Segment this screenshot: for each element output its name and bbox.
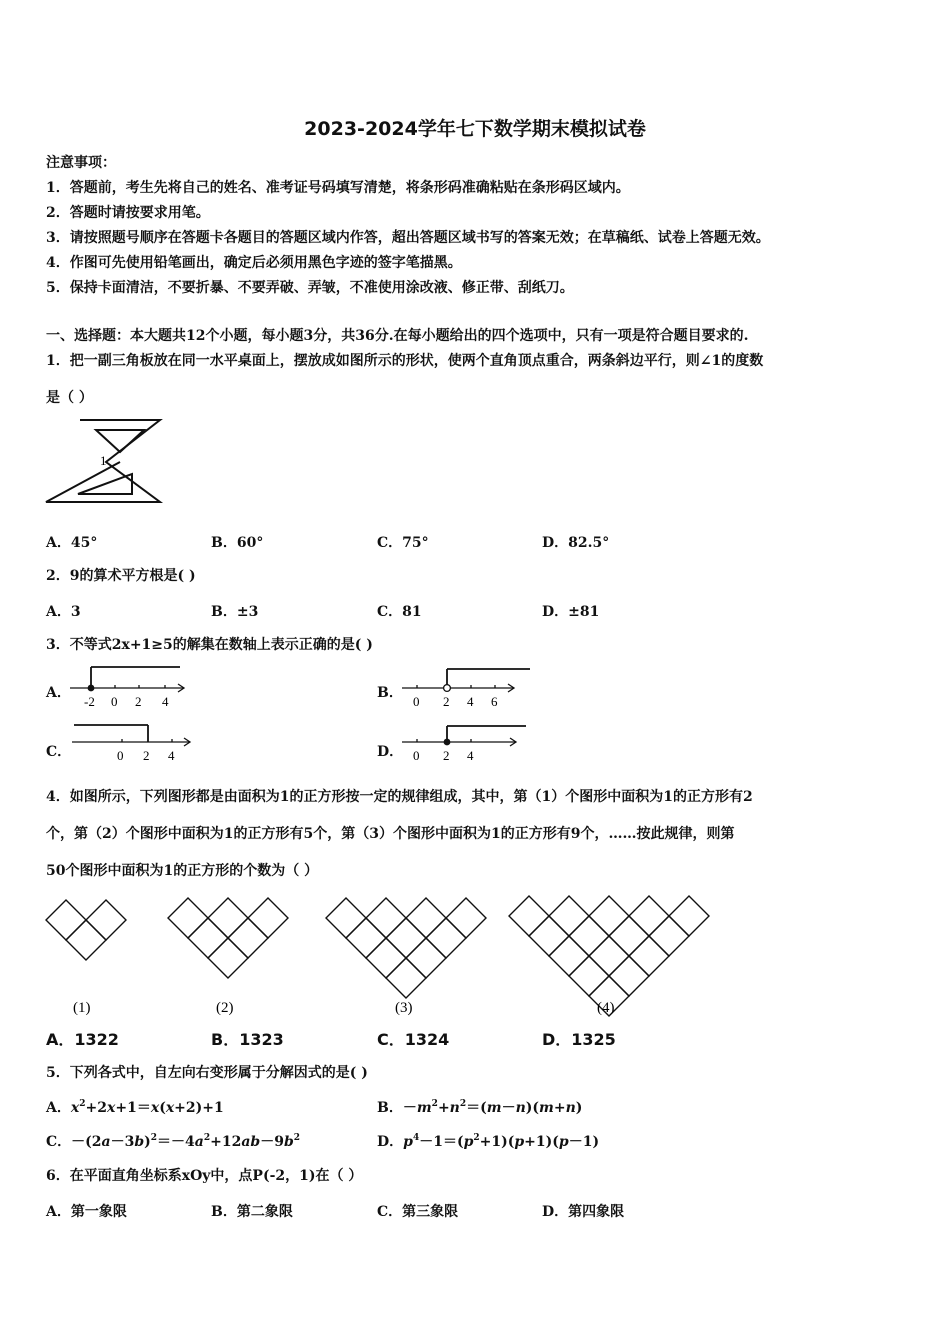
q6-option-c[interactable]: C．第三象限 <box>377 1204 459 1220</box>
tick-label: 4 <box>162 694 169 709</box>
q4-stem-line2: 个，第（2）个图形中面积为1的正方形有5个，第（3）个图形中面积为1的正方形有9个，……按此规律，则第 <box>46 826 735 842</box>
tick-label: 2 <box>143 748 150 763</box>
unit-square <box>366 938 406 978</box>
q1-option-b[interactable]: B．60° <box>211 535 264 551</box>
q3-option-b[interactable]: B． <box>377 685 403 701</box>
figure-label-4: (4) <box>597 1000 615 1016</box>
unit-square <box>46 900 86 940</box>
q4-stem-line3: 50个图形中面积为1的正方形的个数为（ ） <box>46 863 319 879</box>
note-item: 3．请按照题号顺序在答题卡各题目的答题区域内作答，超出答题区域书写的答案无效；在草稿纸、试卷上答题无效。 <box>46 230 770 246</box>
tick-label: 2 <box>443 694 450 709</box>
q1-option-a[interactable]: A．45° <box>46 535 98 551</box>
tick-label: 4 <box>467 694 474 709</box>
unit-square <box>386 918 426 958</box>
q5-option-c[interactable]: C．$-(2a-3b)^2=-4a^2+12ab-9b^2$ <box>46 1133 301 1150</box>
q2-option-b[interactable]: B．±3 <box>211 604 259 620</box>
q2-option-c[interactable]: C．81 <box>377 604 422 620</box>
q5-option-d[interactable]: D．$p^4-1=(p^2+1)(p+1)(p-1)$ <box>377 1133 600 1150</box>
q4-option-d[interactable]: D．1325 <box>542 1030 616 1049</box>
q2-stem: 2．9的算术平方根是( ) <box>46 568 196 584</box>
q4-option-b[interactable]: B．1323 <box>211 1030 284 1049</box>
unit-square <box>589 896 629 936</box>
number-line-b <box>402 664 532 710</box>
number-line-d <box>402 720 526 766</box>
q3-stem: 3．不等式2x+1≥5的解集在数轴上表示正确的是( ) <box>46 637 373 653</box>
unit-square <box>569 916 609 956</box>
unit-square <box>386 958 426 998</box>
tick-label: 4 <box>168 748 175 763</box>
q3-option-c[interactable]: C． <box>46 744 72 760</box>
unit-square <box>569 956 609 996</box>
unit-square <box>629 896 669 936</box>
q3-option-a[interactable]: A． <box>46 685 71 701</box>
q5-option-a[interactable]: A．$x^2+2x+1=x(x+2)+1$ <box>46 1099 224 1116</box>
unit-square <box>609 956 649 996</box>
unit-square <box>629 936 669 976</box>
unit-square <box>669 896 709 936</box>
unit-square <box>228 918 268 958</box>
tick-label: 0 <box>117 748 124 763</box>
number-line-c <box>72 722 196 768</box>
tick-label: 0 <box>111 694 118 709</box>
unit-square <box>649 916 689 956</box>
unit-square <box>529 916 569 956</box>
unit-square <box>589 936 629 976</box>
unit-square <box>549 936 589 976</box>
tick-label: 4 <box>467 748 474 763</box>
q5-stem: 5．下列各式中，自左向右变形属于分解因式的是( ) <box>46 1065 368 1081</box>
set-square-inner-bottom <box>78 474 132 494</box>
q1-option-c[interactable]: C．75° <box>377 535 429 551</box>
tick-label: 6 <box>491 694 498 709</box>
unit-square <box>446 898 486 938</box>
unit-square <box>509 896 549 936</box>
figure-label-3: (3) <box>395 1000 413 1016</box>
figure-label-1: (1) <box>73 1000 91 1016</box>
q6-option-a[interactable]: A．第一象限 <box>46 1204 127 1220</box>
tick-label: -2 <box>84 694 95 709</box>
tick-label: 2 <box>135 694 142 709</box>
unit-square <box>406 938 446 978</box>
q1-stem-line1: 1．把一副三角板放在同一水平桌面上，摆放成如图所示的形状，使两个直角顶点重合，两条斜边平行，则∠1的度数 <box>46 353 764 369</box>
unit-square <box>549 896 589 936</box>
q4-option-a[interactable]: A．1322 <box>46 1030 119 1049</box>
q4-option-c[interactable]: C．1324 <box>377 1030 450 1049</box>
tick-label: 0 <box>413 748 420 763</box>
figure-label-2: (2) <box>216 1000 234 1016</box>
unit-square <box>66 920 106 960</box>
q6-option-d[interactable]: D．第四象限 <box>542 1204 625 1220</box>
note-item: 5．保持卡面清洁，不要折暴、不要弄破、弄皱，不准使用涂改液、修正带、刮纸刀。 <box>46 280 574 296</box>
q6-stem: 6．在平面直角坐标系xOy中，点P(-2，1)在（ ） <box>46 1168 363 1184</box>
q1-triangle-figure <box>44 418 164 506</box>
q6-option-b[interactable]: B．第二象限 <box>211 1204 293 1220</box>
q5-option-b[interactable]: B．$-m^2+n^2=(m-n)(m+n)$ <box>377 1099 583 1116</box>
unit-square <box>326 898 366 938</box>
number-line-a <box>70 662 190 710</box>
q4-stem-line1: 4．如图所示，下列图形都是由面积为1的正方形按一定的规律组成，其中，第（1）个图形中面积为1的正方形有2 <box>46 789 753 805</box>
q2-option-d[interactable]: D．±81 <box>542 604 600 620</box>
q2-option-a[interactable]: A．3 <box>46 604 81 620</box>
unit-square <box>426 918 466 958</box>
unit-square <box>609 916 649 956</box>
square-pattern-figures <box>0 890 720 1020</box>
set-square-inner-top <box>96 430 144 452</box>
tick-label: 0 <box>413 694 420 709</box>
section-heading: 一、选择题：本大题共12个小题，每小题3分，共36分.在每小题给出的四个选项中，只有一项是符合题目要求的. <box>46 328 749 344</box>
q1-stem-line2: 是（ ） <box>46 390 93 406</box>
unit-square <box>346 918 386 958</box>
unit-square <box>86 900 126 940</box>
unit-square <box>208 898 248 938</box>
unit-square <box>188 918 228 958</box>
q1-option-d[interactable]: D．82.5° <box>542 535 610 551</box>
unit-square <box>248 898 288 938</box>
angle-1-label: 1 <box>100 453 107 468</box>
page-title: 2023-2024学年七下数学期末模拟试卷 <box>304 118 646 140</box>
notes-heading: 注意事项： <box>46 155 116 171</box>
note-item: 1．答题前，考生先将自己的姓名、准考证号码填写清楚，将条形码准确粘贴在条形码区域内。 <box>46 180 630 196</box>
q3-option-d[interactable]: D． <box>377 744 404 760</box>
unit-square <box>406 898 446 938</box>
note-item: 2．答题时请按要求用笔。 <box>46 205 210 221</box>
tick-label: 2 <box>443 748 450 763</box>
unit-square <box>168 898 208 938</box>
unit-square <box>366 898 406 938</box>
unit-square <box>208 938 248 978</box>
note-item: 4．作图可先使用铅笔画出，确定后必须用黑色字迹的签字笔描黑。 <box>46 255 462 271</box>
